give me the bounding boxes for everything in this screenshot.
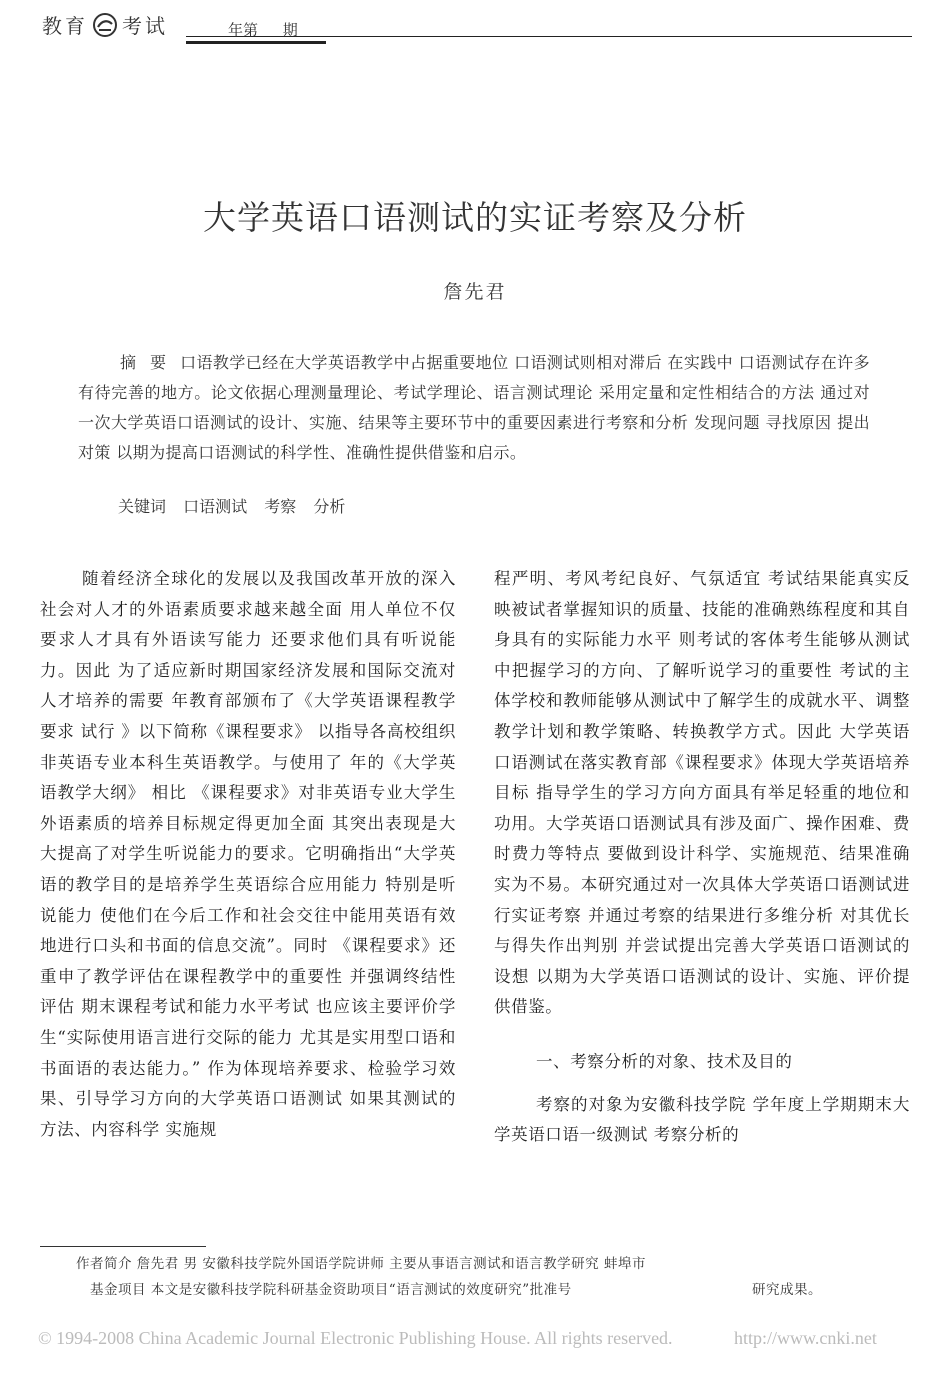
journal-logo-icon [92,12,118,38]
issue-year-label: 年第 [228,21,259,39]
keyword-item: 考察 [264,497,297,516]
keyword-item: 口语测试 [183,497,248,516]
footnote-fund-text: 基金项目 本文是安徽科技学院科研基金资助项目“语言测试的效度研究”批准号 [90,1282,572,1298]
footnote-fund-tail: 研究成果。 [752,1282,822,1298]
keywords [118,494,357,517]
footnote-rule [40,1246,206,1247]
footnote-fund [90,1278,822,1298]
copyright-watermark [38,1328,877,1349]
issue-label [228,19,298,40]
body-column-left [40,564,456,1145]
article-title: 大学英语口语测试的实证考察及分析 [203,198,747,237]
footnote-author: 作者简介 詹先君 男 安徽科技学院外国语学院讲师 主要从事语言测试和语言教学研究 蚌埠市 [76,1256,646,1272]
running-header [42,8,912,42]
section-heading: 一、考察分析的对象、技术及目的 [536,1051,793,1071]
journal-logo [42,10,168,39]
body-paragraph: 考察的对象为安徽科技学院 学年度上学期期末大学英语口语一级测试 考察分析的 [494,1094,910,1145]
journal-name-right: 考试 [122,14,168,38]
body-paragraph: 程严明、考风考纪良好、气氛适宜 考试结果能真实反映被试者掌握知识的质量、技能的准确熟练程度和其自身具有的实际能力水平 则考试的客体考生能够从测试中把握学习的方向、了解听说学习的重要性 考试的主体学校和教师能够从测试中了解学生的成就水平、调整教学计划和教学策略、转换教学方式。因此 大学英语口语测试在落实教育部《课程要求》体现大学英语培养目标 指导学生的学习方向方面具有举足轻重的地位和功用。大学英语口语测试具有涉及面广、操作困难、费时费力等特点 要做到设计科学、实施规范、结果准确实为不易。本研究通过对一次具体大学英语口语测试进行实证考察 并通过考察的结果进行多维分析 对其优长与得失作出判别 并尝试提出完善大学英语口语测试的设想 以期为大学英语口语测试的设计、实施、评价提供借鉴。 [494,569,910,1017]
article-author: 詹先君 [443,281,507,303]
copyright-text: © 1994-2008 China Academic Journal Electronic Publishing House. All rights reserved. [38,1328,673,1348]
journal-name-left: 教育 [42,14,88,38]
keywords-label: 关键词 [118,497,167,516]
abstract-label: 摘要 [120,353,181,372]
cnki-url: http://www.cnki.net [734,1328,877,1348]
body-column-right [494,564,910,1151]
issue-number-label: 期 [282,21,298,39]
body-paragraph: 随着经济全球化的发展以及我国改革开放的深入 社会对人才的外语素质要求越来越全面 用人单位不仅要求人才具有外语读写能力 还要求他们具有听说能力。因此 为了适应新时期国家经济发展和国际交流对人才培养的需要 年教育部颁布了《大学英语课程教学要求 试行 》以下简称《课程要求》 以指导各高校组织非英语专业本科生英语教学。与使用了 年的《大学英语教学大纲》 相比 《课程要求》对非英语专业大学生外语素质的培养目标规定得更加全面 其突出表现是大大提高了对学生听说能力的要求。它明确指出“大学英语的教学目的是培养学生英语综合应用能力 特别是听说能力 使他们在今后工作和社会交往中能用英语有效地进行口头和书面的信息交流”。同时 《课程要求》还重申了教学评估在课程教学中的重要性 并强调终结性评估 期末课程考试和能力水平考试 也应该主要评价学生“实际使用语言进行交际的能力 尤其是实用型口语和书面语的表达能力。” 作为体现培养要求、检验学习效果、引导学习方向的大学英语口语测试 如果其测试的方法、内容科学 实施规 [40,569,456,1139]
abstract-text: 口语教学已经在大学英语教学中占据重要地位 口语测试则相对滞后 在实践中 口语测试存在许多有待完善的地方。论文依据心理测量理论、考试学理论、语言测试理论 采用定量和定性相结合的方法 通过对一次大学英语口语测试的设计、实施、结果等主要环节中的重要因素进行考察和分析 发现问题 寻找原因 提出对策 以期为提高口语测试的科学性、准确性提供借鉴和启示。 [78,353,870,462]
keyword-item: 分析 [313,497,346,516]
header-rule-thick [186,41,326,44]
abstract [78,348,870,468]
